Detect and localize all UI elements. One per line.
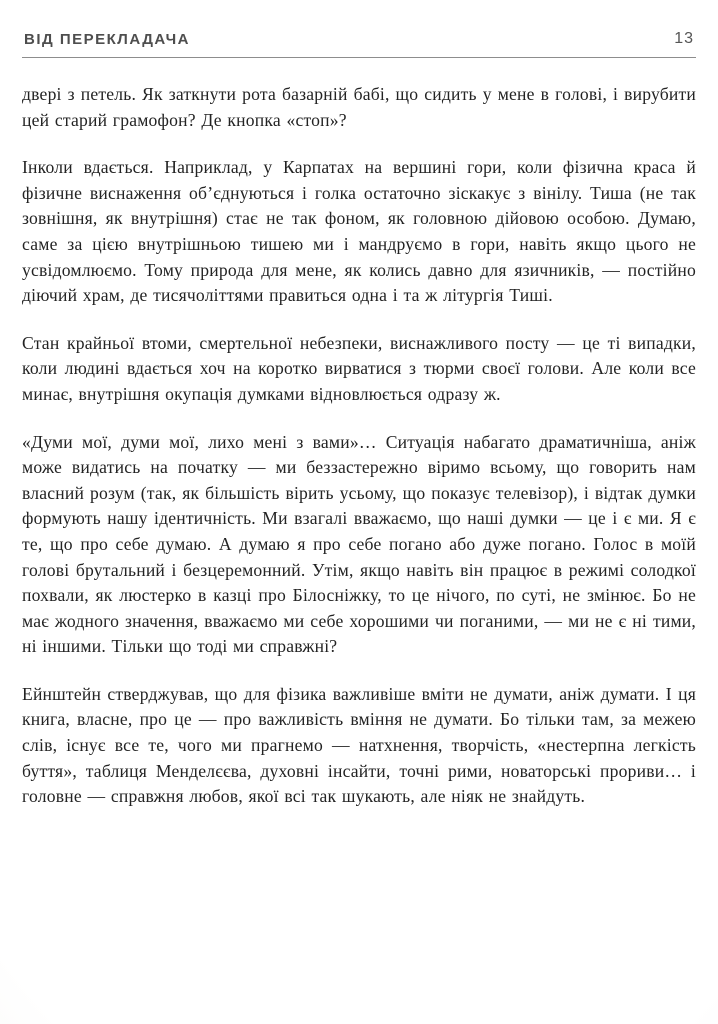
- paragraph: Стан крайньої втоми, смертельної небезпеки, виснажливого посту — це ті випадки, коли людині вдається хоч на коротко вирватися з тюрми своєї голови. Але коли все минає, внутрішня окупація думками відновлюється одразу ж.: [22, 332, 696, 404]
- running-head-title: ВІД ПЕРЕКЛАДАЧА: [24, 31, 190, 48]
- paragraph: двері з петель. Як заткнути рота базарній бабі, що сидить у мене в голові, і вирубити цей старий грамофон? Де кнопка «стоп»?: [22, 84, 696, 130]
- paragraph: Ейнштейн стверджував, що для фізика важливіше вміти не думати, аніж думати. І ця книга, власне, про це — про важливість вміння не думати. Бо тільки там, за межею слів, існує все те, чого ми прагнемо — натхнення, творчість, «нестерпна легкість буття», таблиця Менделєєва, духовні інсайти, точні рими, новаторські прориви… і головне — справжня любов, якої всі так шукають, але ніяк не знайдуть.: [22, 683, 696, 807]
- body-text: [22, 82, 696, 810]
- paragraph: «Думи мої, думи мої, лихо мені з вами»… Ситуація набагато драматичніша, аніж може видатись на початку — ми беззастережно віримо всьому, що говорить нам власний розум (так, як більшість вірить усьому, що показує телевізор), і відтак думки формують нашу ідентичність. Ми взагалі вважаємо, що наші думки — це і є ми. Я є те, що про себе думаю. А думаю я про себе погано або дуже погано. Голос в моїй голові брутальний і безцеремонний. Утім, якщо навіть він працює в режимі солодкої похвали, як люстерко в казці про Білосніжку, то це нічого, по суті, не змінює. Бо не має жодного значення, вважаємо ми себе хорошими чи поганими, — ми не є ні тими, ні іншими. Тільки що тоді ми справжні?: [22, 431, 696, 657]
- paragraph: Інколи вдається. Наприклад, у Карпатах на вершині гори, коли фізична краса й фізичне виснаження об’єднуються і голка остаточно зіскакує з вінілу. Тиша (не так зовнішня, як внутрішня) стає не так фоном, як головною дійовою особою. Думаю, саме за цією внутрішньою тишею ми і мандруємо в гори, навіть якщо цього не усвідомлюємо. Тому природа для мене, як колись давно для язичників, — постійно діючий храм, де тисячоліттями правиться одна і та ж літургія Тиші.: [22, 157, 696, 306]
- page-number: 13: [674, 30, 694, 47]
- page-header: [22, 30, 696, 58]
